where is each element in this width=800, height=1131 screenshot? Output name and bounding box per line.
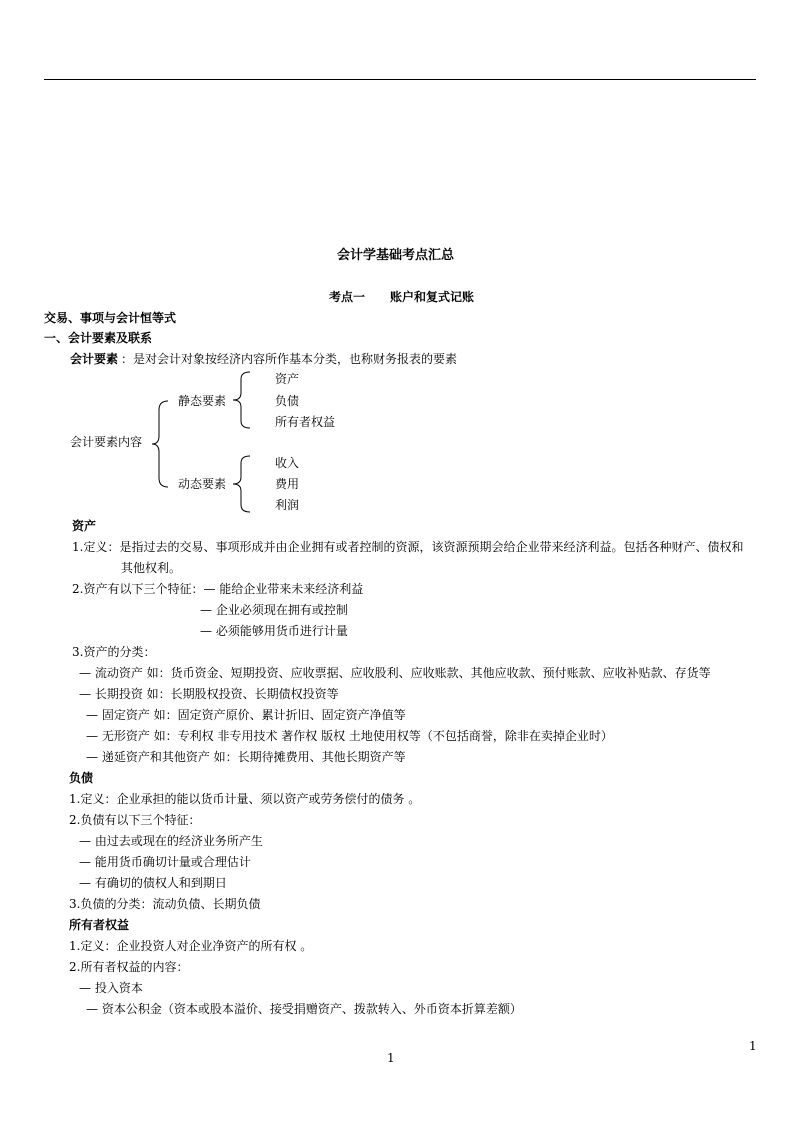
assets-heading: 资产 <box>72 519 97 533</box>
page-number-right: 1 <box>749 1039 757 1053</box>
assets-feature-3: — 必须能够用货币进行计量 <box>200 624 348 638</box>
assets-feature-2: — 企业必须现在拥有或控制 <box>200 603 348 617</box>
assets-class-current: — 流动资产 如：货币资金、短期投资、应收票据、应收股利、应收账款、其他应收款、预付账款、应收补贴款、存货等 <box>79 666 711 680</box>
static-elements-label: 静态要素 <box>178 394 227 408</box>
equity-heading: 所有者权益 <box>69 918 130 932</box>
dynamic-elements-label: 动态要素 <box>178 477 227 491</box>
dynamic-item-expense: 费用 <box>275 477 300 491</box>
liabilities-features-intro: 2.负债有以下三个特征： <box>69 813 201 827</box>
static-item-liability: 负债 <box>275 394 300 408</box>
doc-title: 会计学基础考点汇总 <box>337 248 455 263</box>
dynamic-brace-icon <box>230 455 252 513</box>
assets-class-deferred: — 递延资产和其他资产 如：长期待摊费用、其他长期资产等 <box>86 750 406 764</box>
static-item-asset: 资产 <box>275 372 300 386</box>
assets-features-intro: 2.资产有以下三个特征：— 能给企业带来未来经济利益 <box>72 582 364 596</box>
static-item-equity: 所有者权益 <box>275 415 336 429</box>
equity-definition: 1.定义：企业投资人对企业净资产的所有权 。 <box>69 939 313 953</box>
liabilities-feature-1: — 由过去或现在的经济业务所产生 <box>79 834 263 848</box>
equity-item-capital-reserve: — 资本公积金（资本或股本溢价、接受捐赠资产、拨款转入、外币资本折算差额） <box>86 1002 522 1016</box>
static-brace-icon <box>230 371 252 429</box>
dynamic-item-profit: 利润 <box>275 498 300 512</box>
liabilities-classification: 3.负债的分类：流动负债、长期负债 <box>69 897 261 911</box>
root-brace-icon <box>150 400 170 488</box>
part-heading: 一、会计要素及联系 <box>44 331 153 345</box>
liabilities-definition: 1.定义：企业承担的能以货币计量、须以资产或劳务偿付的债务 。 <box>69 792 421 806</box>
dynamic-item-revenue: 收入 <box>275 456 300 470</box>
assets-class-long-term-investment: — 长期投资 如：长期股权投资、长期债权投资等 <box>79 687 339 701</box>
section-heading: 交易、事项与会计恒等式 <box>44 311 177 325</box>
assets-definition-line1: 1.定义：是指过去的交易、事项形成并由企业拥有或者控制的资源，该资源预期会给企业带来经济利益。包括各种财产、债权和 <box>72 540 744 554</box>
equity-content-intro: 2.所有者权益的内容： <box>69 960 189 974</box>
equity-item-contributed-capital: — 投入资本 <box>79 981 143 995</box>
definition-text: ：是对会计对象按经济内容所作基本分类，也称财务报表的要素 <box>121 352 458 366</box>
liabilities-feature-2: — 能用货币确切计量或合理估计 <box>79 855 251 869</box>
header-rule <box>44 79 756 80</box>
assets-class-fixed: — 固定资产 如：固定资产原价、累计折旧、固定资产净值等 <box>86 708 406 722</box>
definition-label: 会计要素 <box>70 352 119 366</box>
liabilities-feature-3: — 有确切的债权人和到期日 <box>79 876 227 890</box>
subtitle-text: 账户和复式记账 <box>390 290 475 304</box>
page-number-center: 1 <box>387 1051 395 1065</box>
assets-class-intangible: — 无形资产 如：专利权 非专用技术 著作权 版权 土地使用权等（不包括商誉，除非在卖掉企业时） <box>86 729 613 743</box>
subtitle-label: 考点一 <box>329 290 366 304</box>
assets-classification-intro: 3.资产的分类： <box>72 645 156 659</box>
assets-definition-line2: 其他权利。 <box>121 561 182 575</box>
diagram-root: 会计要素内容 <box>70 435 143 449</box>
liabilities-heading: 负债 <box>69 771 94 785</box>
